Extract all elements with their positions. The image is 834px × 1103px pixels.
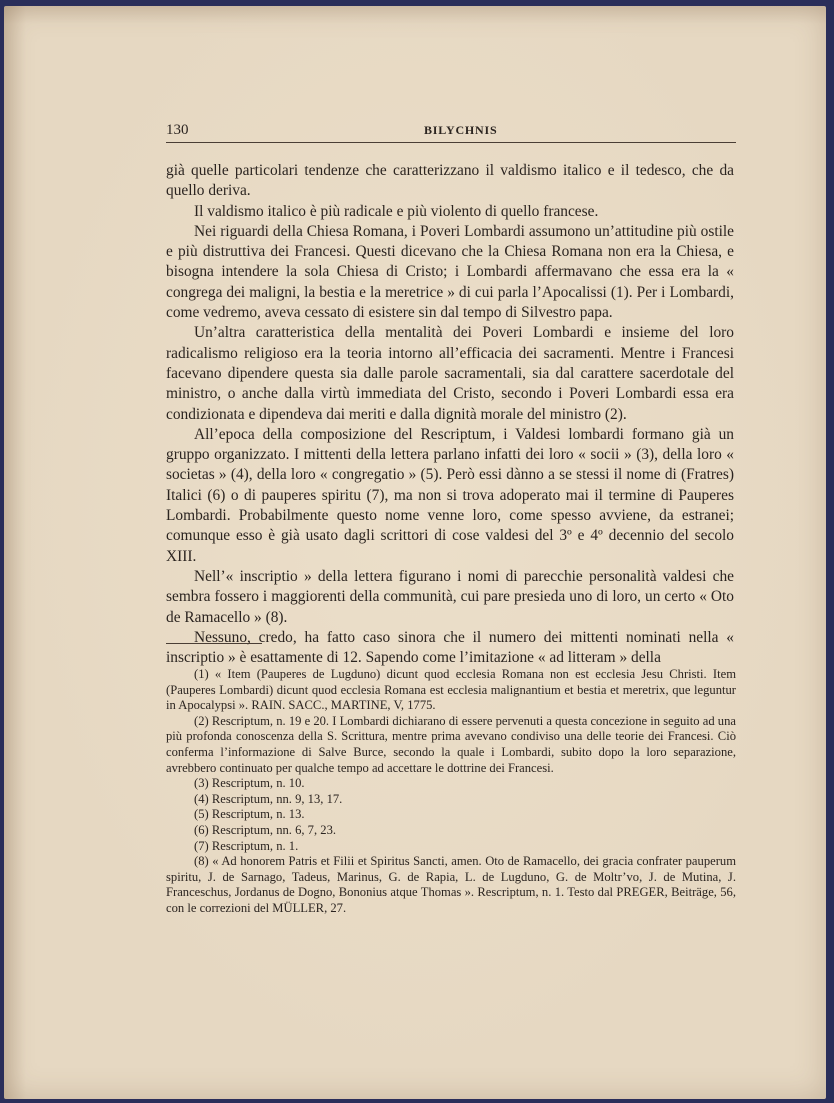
paragraph: Nessuno, credo, ha fatto caso sinora che il numero dei mittenti nominati nella « inscriptio » è esattamente di 12. Sapendo come l’imitazione « ad litteram » della <box>166 628 734 667</box>
paragraph: All’epoca della composizione del Rescriptum, i Valdesi lombardi formano già un gruppo organizzato. I mittenti della lettera parlano infatti dei loro « socii » (3), della loro « societas » (4), della loro « congregatio » (5). Però essi dànno a se stessi il nome di (Fratres) Italici (6) o di pauperes spiritu (7), ma non si trova adoperato mai il termine di Pauperes Lombardi. Probabilmente questo nome venne loro, come spesso avviene, da estranei; comunque esso è già usato dagli scrittori di cose valdesi del 3º e 4º decennio del secolo XIII. <box>166 425 734 565</box>
page-number: 130 <box>166 122 189 138</box>
paper-page <box>4 6 826 1099</box>
running-header <box>166 122 736 143</box>
footnote: (6) Rescriptum, nn. 6, 7, 23. <box>194 822 337 837</box>
footnote: (2) Rescriptum, n. 19 e 20. I Lombardi dichiarano di essere pervenuti a questa concezione in seguito ad una più profonda conoscenza della S. Scrittura, mentre prima avevano condiviso una delle teorie dei Francesi. Ciò conferma l’informazione di Salve Burce, secondo la quale i Lombardi, subito dopo la loro separazione, avrebbero continuato per qualche tempo ad accettare le dottrine dei Francesi. <box>166 713 736 775</box>
running-title: BILYCHNIS <box>424 123 498 137</box>
paragraph: Un’altra caratteristica della mentalità dei Poveri Lombardi e insieme del loro radicalismo religioso era la teoria intorno all’efficacia dei sacramenti. Mentre i Francesi facevano dipendere questa sia dalle parole sacramentali, sia dal carattere sacerdotale del ministro, o anche dalla virtù immediata del Cristo, secondo i Poveri Lombardi essa era condizionata e dipendeva dai meriti e dalla dignità morale del ministro (2). <box>166 324 734 423</box>
footnotes <box>166 667 736 917</box>
footnote: (5) Rescriptum, n. 13. <box>194 807 305 822</box>
footnote: (7) Rescriptum, n. 1. <box>194 838 299 853</box>
footnote: (1) « Item (Pauperes de Lugduno) dicunt quod ecclesia Romana non est ecclesia Jesu Christi. Item (Pauperes Lombardi) dicunt quod ecclesia Romana est ecclesia malignantium et bestia et meretrix, que leguntur in Apocalypsi ». RAIN. SACC., MARTINE, V, 1775. <box>166 667 736 713</box>
paragraph: già quelle particolari tendenze che caratterizzano il valdismo italico e il tedesco, che da quello deriva. <box>166 162 734 200</box>
body-text <box>166 161 734 668</box>
paragraph: Il valdismo italico è più radicale e più violento di quello francese. <box>194 202 599 220</box>
footnote-separator <box>166 643 262 644</box>
footnote: (8) « Ad honorem Patris et Filii et Spiritus Sancti, amen. Oto de Ramacello, dei gracia confrater pauperum spiritu, J. de Sarnago, Tadeus, Marinus, G. de Rapia, L. de Lugduno, G. de Moltr’vo, J. de Mutina, J. Franceschus, Jordanus de Dogno, Bononius atque Thomas ». Rescriptum, n. 1. Testo dal PREGER, Beiträge, 56, con le correzioni del MÜLLER, 27. <box>166 854 736 915</box>
footnote: (3) Rescriptum, n. 10. <box>194 776 305 791</box>
paragraph: Nei riguardi della Chiesa Romana, i Poveri Lombardi assumono un’attitudine più ostile e più distruttiva dei Francesi. Questi dicevano che la Chiesa Romana non era la Chiesa, e bisogna intendere la sola Chiesa di Cristo; i Lombardi affermavano che essa era la « congrega dei maligni, la bestia e la meretrice » di cui parla l’Apocalissi (1). Per i Lombardi, come vedremo, aveva cessato di esistere sin dal tempo di Silvestro papa. <box>166 222 734 322</box>
footnote: (4) Rescriptum, nn. 9, 13, 17. <box>194 791 343 806</box>
paragraph: Nell’« inscriptio » della lettera figurano i nomi di parecchie personalità valdesi che sembra fossero i maggiorenti della communità, cui pare presieda uno di loro, un certo « Oto de Ramacello » (8). <box>166 567 734 626</box>
